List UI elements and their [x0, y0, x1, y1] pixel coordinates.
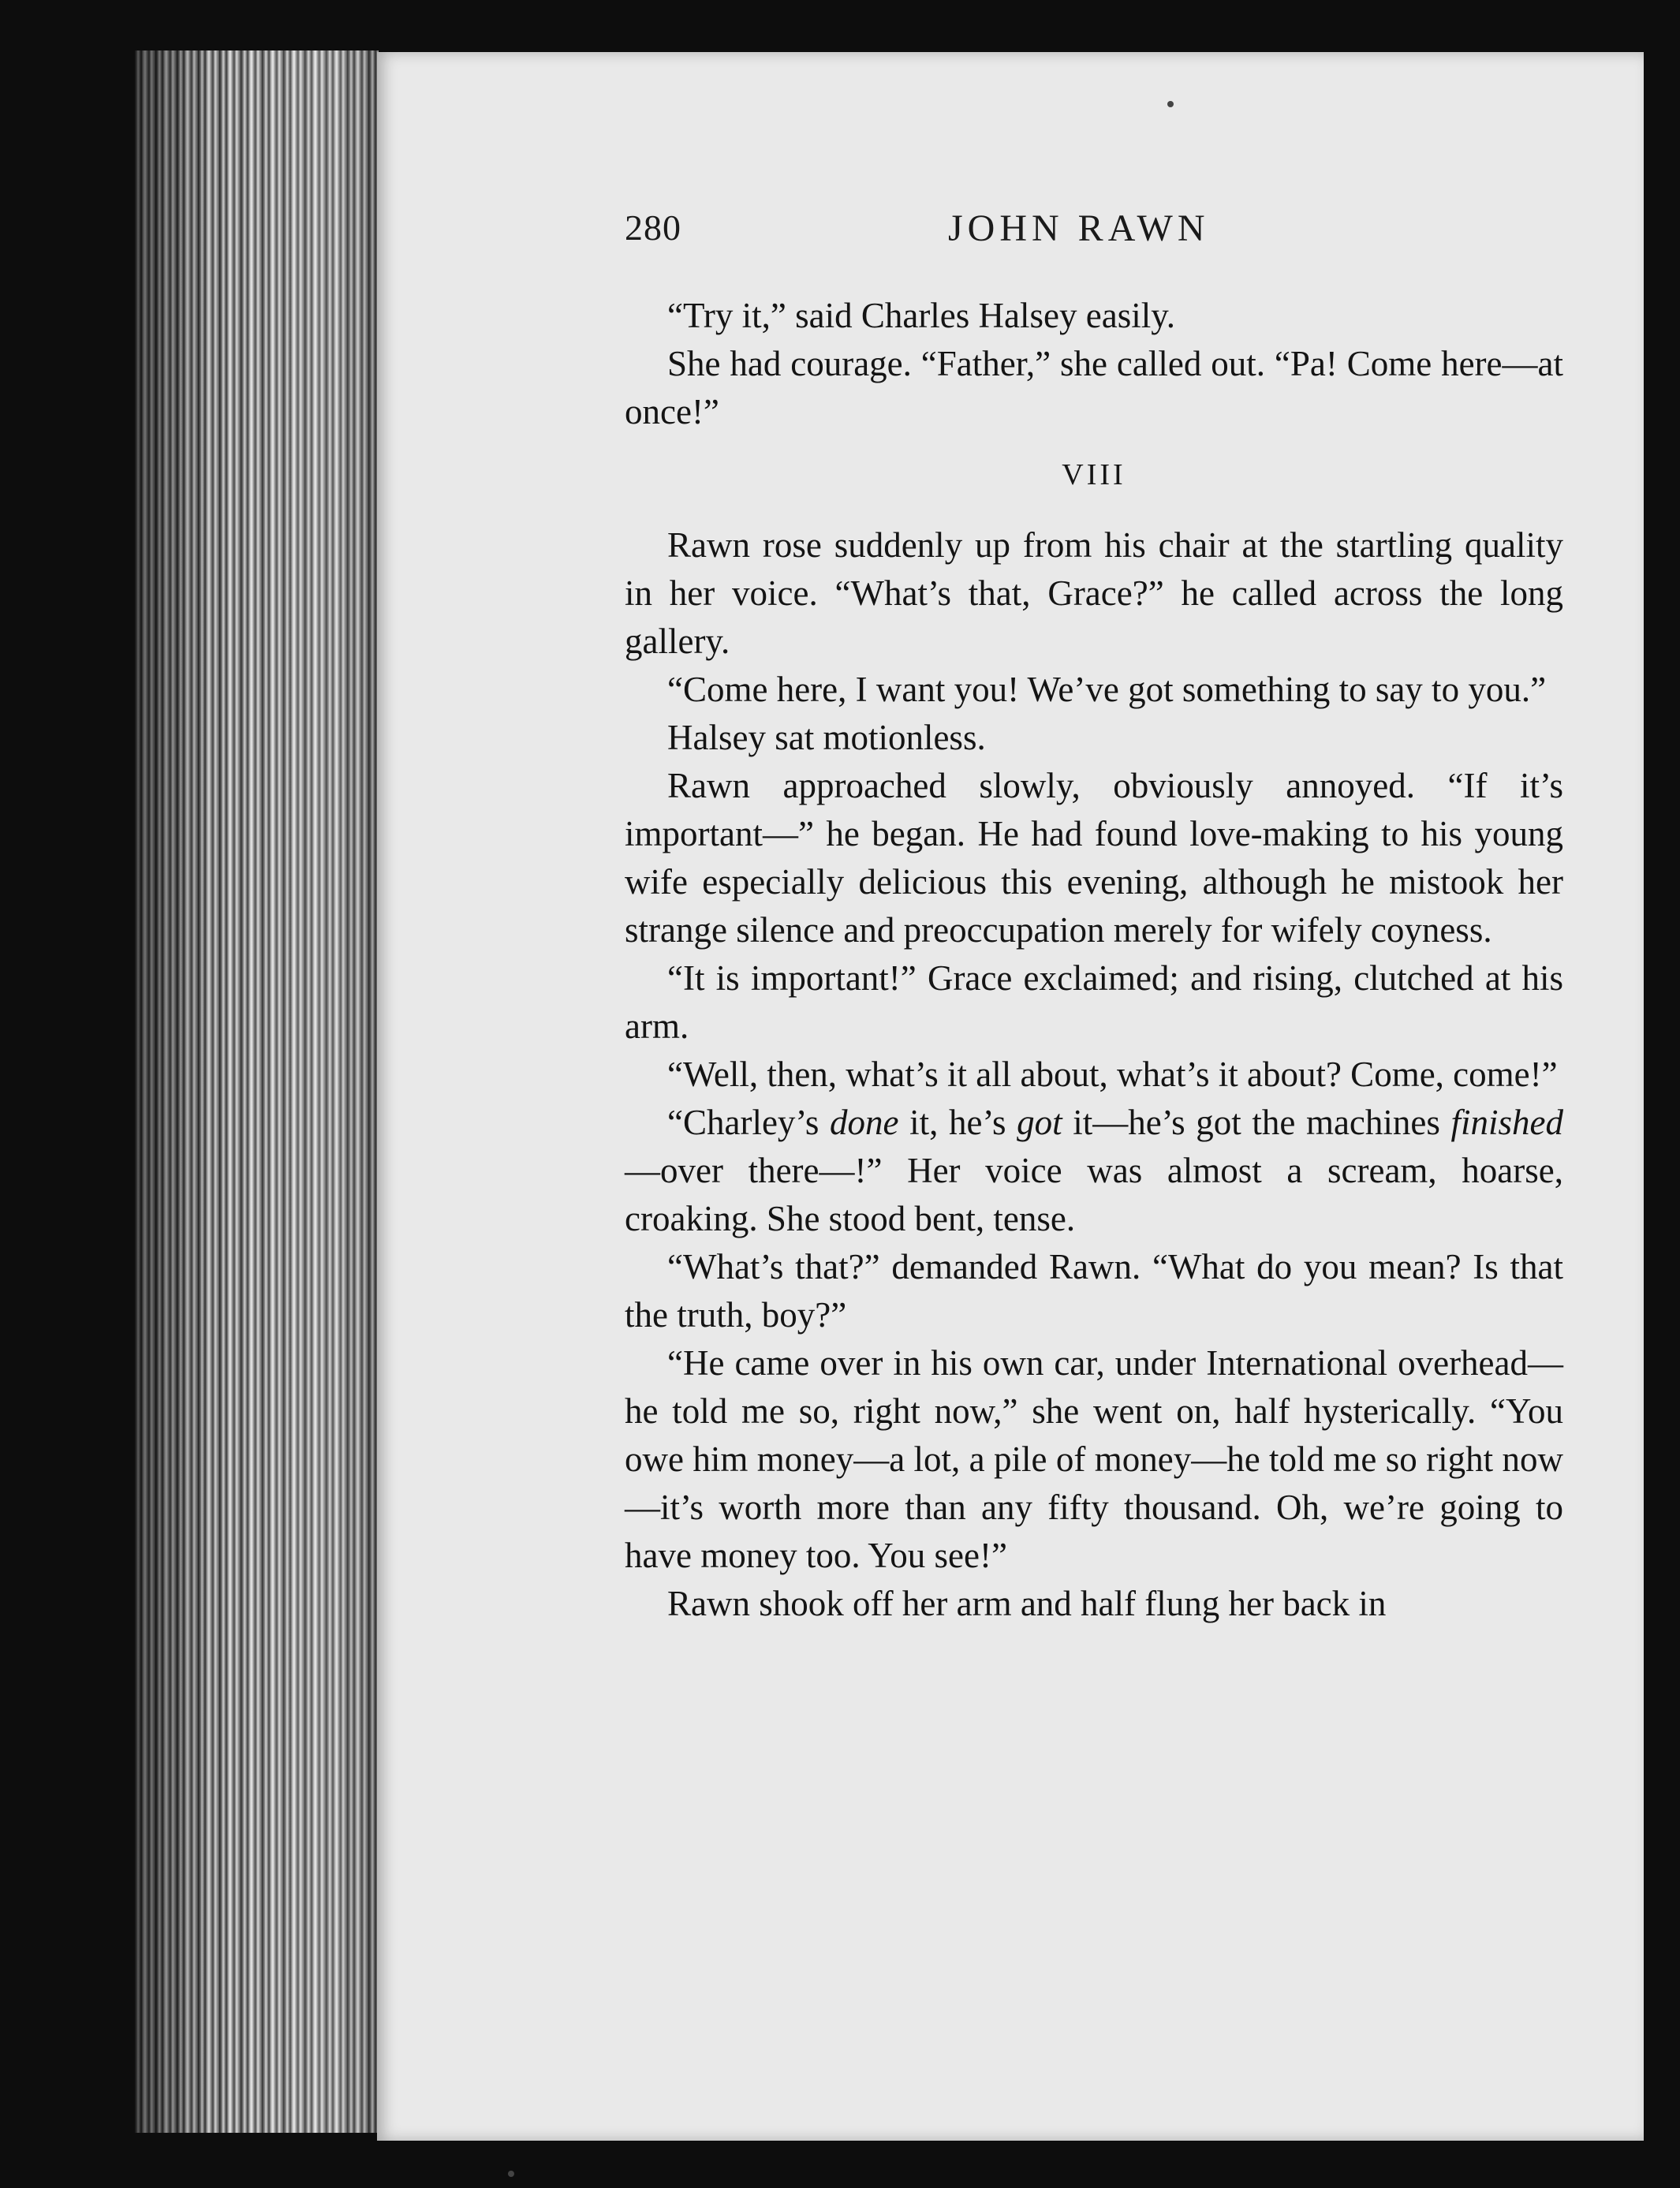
text-run: —over there—!” Her voice was almost a scream, hoarse, croaking. She stood bent, tense. [625, 1151, 1563, 1238]
text-run: “Charley’s [667, 1103, 831, 1142]
scan-speck [508, 2171, 514, 2177]
page-header [625, 207, 1563, 262]
page-text [625, 292, 1563, 1628]
paragraph: “Well, then, what’s it all about, what’s it about? Come, come!” [667, 1055, 1558, 1094]
running-title: JOHN RAWN [948, 207, 1210, 249]
paragraph: Rawn approached slowly, obviously annoyed. “If it’s important—” he began. He had found love-making to his young wife especially delicious this evening, although he mistook her strange silence and preoccupation merely for wifely coyness. [625, 766, 1563, 950]
paragraph [625, 1099, 1563, 1243]
italic-emphasis: done [830, 1103, 899, 1142]
italic-emphasis: finished [1450, 1103, 1563, 1142]
book-page-edges [134, 50, 379, 2133]
section-number: VIII [1062, 458, 1126, 491]
paragraph: “It is important!” Grace exclaimed; and rising, clutched at his arm. [625, 958, 1563, 1046]
paragraph: “He came over in his own car, under International overhead—he told me so, right now,” she went on, half hysterically. “You owe him money—a lot, a pile of money—he told me so right now—it’s worth more than any fifty thousand. Oh, we’re going to have money too. You see!” [625, 1343, 1563, 1575]
paragraph: “Come here, I want you! We’ve got something to say to you.” [667, 670, 1547, 709]
text-run: it, he’s [898, 1103, 1017, 1142]
italic-emphasis: got [1017, 1103, 1062, 1142]
paragraph: “What’s that?” demanded Rawn. “What do you mean? Is that the truth, boy?” [625, 1247, 1563, 1335]
paragraph: “Try it,” said Charles Halsey easily. [667, 296, 1176, 335]
paragraph: Rawn rose suddenly up from his chair at the startling quality in her voice. “What’s that, Grace?” he called across the long gallery. [625, 525, 1563, 661]
paragraph: Rawn shook off her arm and half flung her back in [667, 1584, 1387, 1623]
page-number: 280 [625, 207, 681, 248]
scan-speck [1167, 101, 1174, 107]
paragraph: She had courage. “Father,” she called out. “Pa! Come here—at once!” [625, 344, 1563, 431]
text-run: it—he’s got the machines [1062, 1103, 1451, 1142]
paragraph: Halsey sat motionless. [667, 718, 986, 757]
